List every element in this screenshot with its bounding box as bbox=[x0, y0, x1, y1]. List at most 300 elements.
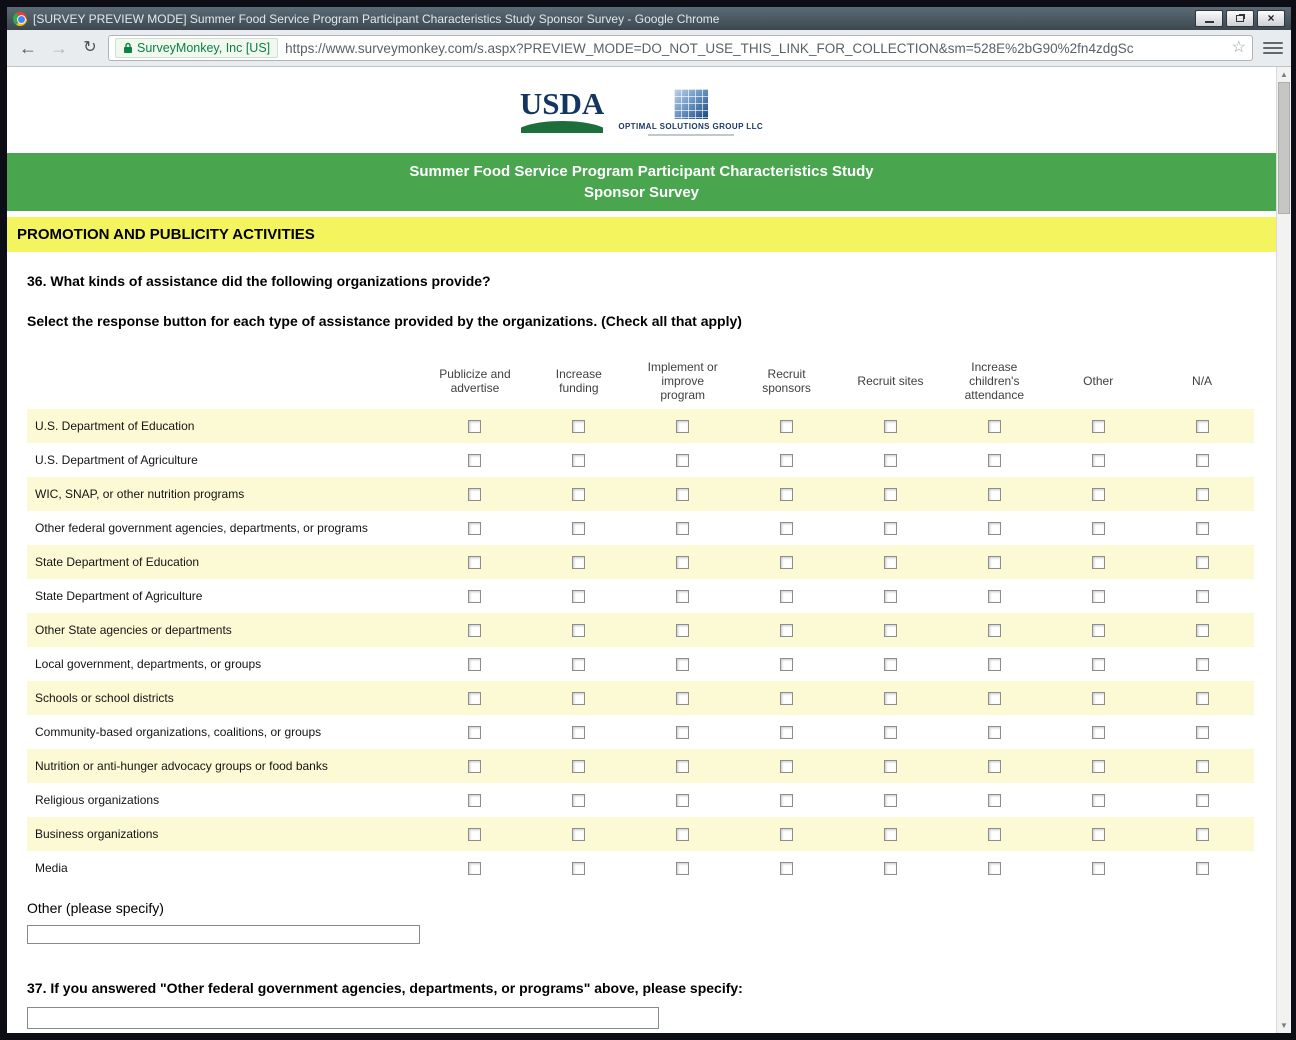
column-header: Recruit sites bbox=[857, 374, 924, 388]
matrix-cell bbox=[942, 454, 1046, 467]
osg-tagline-rule bbox=[648, 134, 734, 136]
row-label: Local government, departments, or groups bbox=[35, 657, 262, 671]
menu-button[interactable] bbox=[1263, 42, 1283, 54]
matrix-cell bbox=[527, 590, 631, 603]
matrix-cell bbox=[1046, 420, 1150, 433]
matrix-cell bbox=[735, 454, 839, 467]
matrix-row bbox=[27, 511, 1254, 545]
osg-logo-mark-icon bbox=[674, 89, 708, 119]
assistance-checkbox[interactable] bbox=[988, 692, 1001, 705]
assistance-checkbox[interactable] bbox=[1092, 556, 1105, 569]
menu-bar-icon bbox=[1263, 47, 1283, 49]
survey-page bbox=[7, 67, 1276, 1033]
matrix-cell bbox=[839, 794, 943, 807]
assistance-checkbox[interactable] bbox=[988, 556, 1001, 569]
matrix-cell bbox=[527, 522, 631, 535]
matrix-cell bbox=[1046, 522, 1150, 535]
matrix-cell bbox=[942, 624, 1046, 637]
matrix-cell bbox=[423, 556, 527, 569]
assistance-checkbox[interactable] bbox=[988, 522, 1001, 535]
matrix-cell bbox=[1046, 692, 1150, 705]
matrix-cell bbox=[631, 794, 735, 807]
assistance-checkbox[interactable] bbox=[884, 692, 897, 705]
assistance-checkbox[interactable] bbox=[988, 590, 1001, 603]
assistance-checkbox[interactable] bbox=[676, 420, 689, 433]
matrix-cell bbox=[527, 658, 631, 671]
matrix-cell bbox=[839, 828, 943, 841]
matrix-cell bbox=[839, 624, 943, 637]
assistance-checkbox[interactable] bbox=[468, 488, 481, 501]
assistance-checkbox[interactable] bbox=[572, 692, 585, 705]
matrix-cell bbox=[1150, 658, 1254, 671]
assistance-checkbox[interactable] bbox=[1196, 624, 1209, 637]
assistance-checkbox[interactable] bbox=[884, 590, 897, 603]
assistance-checkbox[interactable] bbox=[988, 794, 1001, 807]
row-label: Other federal government agencies, departments, or programs bbox=[35, 521, 368, 535]
assistance-matrix bbox=[27, 353, 1254, 885]
matrix-cell bbox=[527, 862, 631, 875]
matrix-cell bbox=[423, 420, 527, 433]
matrix-cell bbox=[735, 794, 839, 807]
assistance-checkbox[interactable] bbox=[1092, 488, 1105, 501]
assistance-checkbox[interactable] bbox=[1092, 726, 1105, 739]
matrix-row bbox=[27, 613, 1254, 647]
row-label: Other State agencies or departments bbox=[35, 623, 232, 637]
matrix-cell bbox=[1150, 760, 1254, 773]
assistance-checkbox[interactable] bbox=[572, 760, 585, 773]
assistance-checkbox[interactable] bbox=[468, 828, 481, 841]
matrix-row bbox=[27, 851, 1254, 885]
matrix-cell bbox=[631, 488, 735, 501]
optimal-solutions-logo bbox=[618, 87, 763, 136]
assistance-checkbox[interactable] bbox=[780, 488, 793, 501]
matrix-cell bbox=[942, 726, 1046, 739]
assistance-checkbox[interactable] bbox=[1092, 658, 1105, 671]
restore-button[interactable] bbox=[1226, 10, 1254, 27]
matrix-header-row bbox=[27, 353, 1254, 409]
matrix-cell bbox=[423, 522, 527, 535]
matrix-cell bbox=[631, 862, 735, 875]
matrix-cell bbox=[1150, 590, 1254, 603]
assistance-checkbox[interactable] bbox=[1196, 420, 1209, 433]
assistance-checkbox[interactable] bbox=[780, 624, 793, 637]
matrix-cell bbox=[631, 590, 735, 603]
matrix-cell bbox=[527, 556, 631, 569]
browser-window bbox=[7, 7, 1291, 1033]
assistance-checkbox[interactable] bbox=[988, 862, 1001, 875]
other-specify-input[interactable] bbox=[27, 925, 420, 944]
assistance-checkbox[interactable] bbox=[676, 862, 689, 875]
matrix-cell bbox=[631, 828, 735, 841]
menu-bar-icon bbox=[1263, 42, 1283, 44]
assistance-checkbox[interactable] bbox=[572, 794, 585, 807]
browser-toolbar bbox=[7, 30, 1291, 67]
matrix-cell bbox=[942, 420, 1046, 433]
assistance-checkbox[interactable] bbox=[572, 624, 585, 637]
assistance-checkbox[interactable] bbox=[1196, 828, 1209, 841]
matrix-cell bbox=[942, 794, 1046, 807]
assistance-checkbox[interactable] bbox=[572, 522, 585, 535]
assistance-checkbox[interactable] bbox=[884, 828, 897, 841]
assistance-checkbox[interactable] bbox=[884, 862, 897, 875]
survey-title-banner bbox=[7, 153, 1276, 211]
assistance-checkbox[interactable] bbox=[988, 488, 1001, 501]
assistance-checkbox[interactable] bbox=[676, 794, 689, 807]
assistance-checkbox[interactable] bbox=[1196, 760, 1209, 773]
matrix-cell bbox=[1046, 794, 1150, 807]
matrix-cell bbox=[735, 760, 839, 773]
column-header: Increase funding bbox=[555, 367, 602, 395]
assistance-checkbox[interactable] bbox=[468, 590, 481, 603]
matrix-cell bbox=[1150, 624, 1254, 637]
matrix-cell bbox=[527, 454, 631, 467]
row-label: U.S. Department of Agriculture bbox=[35, 453, 198, 467]
assistance-checkbox[interactable] bbox=[780, 828, 793, 841]
restore-icon bbox=[1236, 15, 1244, 22]
matrix-row bbox=[27, 477, 1254, 511]
matrix-cell bbox=[527, 794, 631, 807]
matrix-cell bbox=[527, 692, 631, 705]
matrix-row bbox=[27, 443, 1254, 477]
osg-logo-text: OPTIMAL SOLUTIONS GROUP LLC bbox=[618, 121, 764, 131]
assistance-checkbox[interactable] bbox=[780, 522, 793, 535]
assistance-checkbox[interactable] bbox=[1092, 862, 1105, 875]
matrix-cell bbox=[1046, 828, 1150, 841]
assistance-checkbox[interactable] bbox=[1196, 522, 1209, 535]
matrix-row bbox=[27, 409, 1254, 443]
ssl-org-label: SurveyMonkey, Inc [US] bbox=[137, 41, 271, 55]
matrix-cell bbox=[735, 556, 839, 569]
assistance-checkbox[interactable] bbox=[468, 420, 481, 433]
matrix-cell bbox=[1046, 488, 1150, 501]
column-header: Other bbox=[1083, 374, 1114, 388]
assistance-checkbox[interactable] bbox=[572, 726, 585, 739]
matrix-cell bbox=[735, 590, 839, 603]
matrix-cell bbox=[1150, 420, 1254, 433]
browser-viewport bbox=[7, 67, 1291, 1033]
assistance-checkbox[interactable] bbox=[988, 760, 1001, 773]
scroll-up-arrow[interactable]: ▲ bbox=[1280, 70, 1288, 79]
assistance-checkbox[interactable] bbox=[1092, 828, 1105, 841]
assistance-checkbox[interactable] bbox=[988, 658, 1001, 671]
matrix-cell bbox=[527, 488, 631, 501]
matrix-cell bbox=[839, 726, 943, 739]
assistance-checkbox[interactable] bbox=[572, 420, 585, 433]
address-bar[interactable] bbox=[108, 35, 1253, 61]
assistance-checkbox[interactable] bbox=[780, 794, 793, 807]
matrix-cell bbox=[423, 794, 527, 807]
assistance-checkbox[interactable] bbox=[1092, 590, 1105, 603]
lock-icon bbox=[123, 42, 133, 54]
matrix-cell bbox=[423, 624, 527, 637]
assistance-checkbox[interactable] bbox=[884, 420, 897, 433]
matrix-cell bbox=[423, 862, 527, 875]
matrix-cell bbox=[1150, 794, 1254, 807]
matrix-cell bbox=[631, 658, 735, 671]
assistance-checkbox[interactable] bbox=[1092, 794, 1105, 807]
matrix-cell bbox=[631, 556, 735, 569]
assistance-checkbox[interactable] bbox=[884, 658, 897, 671]
window-title: [SURVEY PREVIEW MODE] Summer Food Service Program Participant Characteristics Study Sponsor Survey - Google Chrome bbox=[33, 11, 720, 26]
column-header: Increase children's attendance bbox=[964, 360, 1024, 402]
close-button[interactable] bbox=[1257, 10, 1285, 27]
url-text: https://www.surveymonkey.com/s.aspx?PREVIEW_MODE=DO_NOT_USE_THIS_LINK_FOR_COLLECTION&sm=528E%2bG90%2fn4zdgSc bbox=[285, 40, 1134, 56]
survey-title-line2: Sponsor Survey bbox=[583, 184, 700, 201]
assistance-checkbox[interactable] bbox=[780, 692, 793, 705]
assistance-checkbox[interactable] bbox=[468, 624, 481, 637]
assistance-checkbox[interactable] bbox=[572, 556, 585, 569]
usda-swoosh-icon bbox=[521, 121, 603, 133]
matrix-cell bbox=[1046, 454, 1150, 467]
assistance-checkbox[interactable] bbox=[780, 556, 793, 569]
matrix-cell bbox=[631, 420, 735, 433]
assistance-checkbox[interactable] bbox=[780, 590, 793, 603]
back-button[interactable]: ← bbox=[19, 38, 37, 58]
minimize-icon bbox=[1205, 21, 1214, 23]
matrix-cell bbox=[942, 522, 1046, 535]
matrix-cell bbox=[527, 726, 631, 739]
matrix-cell bbox=[735, 624, 839, 637]
assistance-checkbox[interactable] bbox=[988, 726, 1001, 739]
assistance-checkbox[interactable] bbox=[884, 556, 897, 569]
assistance-checkbox[interactable] bbox=[1196, 692, 1209, 705]
matrix-cell bbox=[423, 726, 527, 739]
matrix-cell bbox=[839, 454, 943, 467]
matrix-cell bbox=[839, 760, 943, 773]
row-label: Schools or school districts bbox=[35, 691, 174, 705]
row-label: WIC, SNAP, or other nutrition programs bbox=[35, 487, 245, 501]
matrix-cell bbox=[735, 726, 839, 739]
assistance-checkbox[interactable] bbox=[1196, 862, 1209, 875]
column-header: Publicize and advertise bbox=[439, 367, 511, 395]
matrix-cell bbox=[1046, 590, 1150, 603]
matrix-row bbox=[27, 579, 1254, 613]
assistance-checkbox[interactable] bbox=[780, 760, 793, 773]
matrix-cell bbox=[735, 862, 839, 875]
assistance-checkbox[interactable] bbox=[676, 556, 689, 569]
assistance-checkbox[interactable] bbox=[468, 794, 481, 807]
assistance-checkbox[interactable] bbox=[1196, 726, 1209, 739]
question36-instruction: Select the response button for each type of assistance provided by the organizations. (Check all that apply) bbox=[27, 313, 742, 329]
assistance-checkbox[interactable] bbox=[884, 522, 897, 535]
matrix-body bbox=[27, 409, 1254, 885]
assistance-checkbox[interactable] bbox=[676, 488, 689, 501]
assistance-checkbox[interactable] bbox=[1196, 488, 1209, 501]
assistance-checkbox[interactable] bbox=[468, 862, 481, 875]
assistance-checkbox[interactable] bbox=[676, 828, 689, 841]
row-label: Religious organizations bbox=[35, 793, 160, 807]
assistance-checkbox[interactable] bbox=[676, 692, 689, 705]
matrix-cell bbox=[942, 692, 1046, 705]
assistance-checkbox[interactable] bbox=[884, 454, 897, 467]
assistance-checkbox[interactable] bbox=[1196, 590, 1209, 603]
assistance-checkbox[interactable] bbox=[1092, 624, 1105, 637]
matrix-cell bbox=[839, 658, 943, 671]
assistance-checkbox[interactable] bbox=[884, 726, 897, 739]
usda-logo bbox=[519, 86, 605, 133]
ssl-badge[interactable] bbox=[115, 38, 278, 58]
matrix-cell bbox=[527, 420, 631, 433]
matrix-cell bbox=[735, 692, 839, 705]
matrix-cell bbox=[839, 692, 943, 705]
matrix-cell bbox=[839, 590, 943, 603]
forward-button[interactable]: → bbox=[50, 38, 68, 58]
assistance-checkbox[interactable] bbox=[676, 590, 689, 603]
question36-title: 36. What kinds of assistance did the following organizations provide? bbox=[27, 273, 491, 289]
assistance-checkbox[interactable] bbox=[988, 624, 1001, 637]
assistance-checkbox[interactable] bbox=[884, 794, 897, 807]
assistance-checkbox[interactable] bbox=[468, 726, 481, 739]
survey-title-line1: Summer Food Service Program Participant Characteristics Study bbox=[409, 163, 874, 180]
assistance-checkbox[interactable] bbox=[676, 522, 689, 535]
assistance-checkbox[interactable] bbox=[780, 454, 793, 467]
reload-button[interactable]: ↻ bbox=[83, 39, 97, 56]
matrix-cell bbox=[1150, 692, 1254, 705]
matrix-cell bbox=[423, 590, 527, 603]
assistance-checkbox[interactable] bbox=[884, 624, 897, 637]
matrix-cell bbox=[1150, 488, 1254, 501]
column-header: Recruit sponsors bbox=[762, 367, 811, 395]
matrix-cell bbox=[423, 692, 527, 705]
matrix-cell bbox=[735, 522, 839, 535]
matrix-cell bbox=[423, 454, 527, 467]
matrix-cell bbox=[1150, 726, 1254, 739]
matrix-cell bbox=[1046, 726, 1150, 739]
matrix-cell bbox=[527, 828, 631, 841]
assistance-checkbox[interactable] bbox=[1092, 692, 1105, 705]
assistance-checkbox[interactable] bbox=[1196, 658, 1209, 671]
close-icon: × bbox=[1267, 11, 1275, 25]
matrix-row bbox=[27, 681, 1254, 715]
matrix-cell bbox=[423, 658, 527, 671]
row-label: U.S. Department of Education bbox=[35, 419, 195, 433]
assistance-checkbox[interactable] bbox=[572, 454, 585, 467]
matrix-cell bbox=[1046, 760, 1150, 773]
assistance-checkbox[interactable] bbox=[468, 522, 481, 535]
matrix-cell bbox=[839, 420, 943, 433]
matrix-cell bbox=[942, 658, 1046, 671]
row-label: Nutrition or anti-hunger advocacy groups or food banks bbox=[35, 759, 328, 773]
assistance-checkbox[interactable] bbox=[676, 726, 689, 739]
assistance-checkbox[interactable] bbox=[1092, 522, 1105, 535]
matrix-cell bbox=[942, 862, 1046, 875]
row-label: Community-based organizations, coalitions, or groups bbox=[35, 725, 322, 739]
matrix-cell bbox=[735, 488, 839, 501]
matrix-cell bbox=[735, 658, 839, 671]
row-label: Business organizations bbox=[35, 827, 159, 841]
section-header: PROMOTION AND PUBLICITY ACTIVITIES bbox=[7, 217, 1276, 252]
assistance-checkbox[interactable] bbox=[572, 488, 585, 501]
matrix-cell bbox=[423, 488, 527, 501]
assistance-checkbox[interactable] bbox=[676, 454, 689, 467]
window-titlebar[interactable] bbox=[7, 7, 1291, 30]
assistance-checkbox[interactable] bbox=[1092, 420, 1105, 433]
matrix-cell bbox=[1046, 658, 1150, 671]
assistance-checkbox[interactable] bbox=[884, 488, 897, 501]
assistance-checkbox[interactable] bbox=[676, 760, 689, 773]
assistance-checkbox[interactable] bbox=[676, 658, 689, 671]
question37-input[interactable] bbox=[27, 1007, 659, 1029]
assistance-checkbox[interactable] bbox=[988, 828, 1001, 841]
matrix-cell bbox=[942, 828, 1046, 841]
assistance-checkbox[interactable] bbox=[1092, 454, 1105, 467]
row-label: State Department of Agriculture bbox=[35, 589, 203, 603]
matrix-cell bbox=[735, 420, 839, 433]
assistance-checkbox[interactable] bbox=[1196, 556, 1209, 569]
logo-header bbox=[7, 67, 1276, 147]
row-label: State Department of Education bbox=[35, 555, 200, 569]
window-controls bbox=[1195, 10, 1285, 27]
matrix-cell bbox=[527, 760, 631, 773]
assistance-checkbox[interactable] bbox=[468, 760, 481, 773]
scroll-down-arrow[interactable]: ▼ bbox=[1280, 1021, 1288, 1030]
column-header: N/A bbox=[1192, 374, 1213, 388]
assistance-checkbox[interactable] bbox=[676, 624, 689, 637]
matrix-cell bbox=[839, 862, 943, 875]
vertical-scrollbar[interactable] bbox=[1276, 67, 1291, 1033]
matrix-row bbox=[27, 647, 1254, 681]
bookmark-star-icon[interactable]: ☆ bbox=[1231, 39, 1246, 56]
chrome-icon bbox=[13, 12, 27, 26]
matrix-cell bbox=[1150, 454, 1254, 467]
matrix-row bbox=[27, 783, 1254, 817]
matrix-cell bbox=[423, 828, 527, 841]
column-header: Implement or improve program bbox=[647, 360, 718, 402]
other-specify-label: Other (please specify) bbox=[27, 900, 164, 916]
assistance-checkbox[interactable] bbox=[572, 658, 585, 671]
matrix-row bbox=[27, 715, 1254, 749]
assistance-checkbox[interactable] bbox=[468, 556, 481, 569]
assistance-checkbox[interactable] bbox=[1092, 760, 1105, 773]
assistance-checkbox[interactable] bbox=[572, 828, 585, 841]
scrollbar-thumb[interactable] bbox=[1278, 82, 1290, 214]
assistance-checkbox[interactable] bbox=[1196, 454, 1209, 467]
usda-logo-text: USDA bbox=[519, 86, 605, 121]
assistance-checkbox[interactable] bbox=[1196, 794, 1209, 807]
row-label: Media bbox=[35, 861, 68, 875]
matrix-row bbox=[27, 545, 1254, 579]
matrix-cell bbox=[942, 760, 1046, 773]
matrix-cell bbox=[631, 624, 735, 637]
matrix-cell bbox=[735, 828, 839, 841]
minimize-button[interactable] bbox=[1195, 10, 1223, 27]
matrix-cell bbox=[631, 760, 735, 773]
matrix-row bbox=[27, 817, 1254, 851]
matrix-cell bbox=[631, 454, 735, 467]
matrix-cell bbox=[839, 488, 943, 501]
assistance-checkbox[interactable] bbox=[988, 454, 1001, 467]
matrix-cell bbox=[1046, 624, 1150, 637]
assistance-checkbox[interactable] bbox=[988, 420, 1001, 433]
assistance-checkbox[interactable] bbox=[884, 760, 897, 773]
matrix-cell bbox=[1150, 556, 1254, 569]
matrix-cell bbox=[631, 726, 735, 739]
matrix-cell bbox=[527, 624, 631, 637]
assistance-checkbox[interactable] bbox=[468, 692, 481, 705]
matrix-row bbox=[27, 749, 1254, 783]
assistance-checkbox[interactable] bbox=[780, 726, 793, 739]
matrix-cell bbox=[942, 556, 1046, 569]
assistance-checkbox[interactable] bbox=[572, 590, 585, 603]
assistance-checkbox[interactable] bbox=[572, 862, 585, 875]
assistance-checkbox[interactable] bbox=[468, 658, 481, 671]
assistance-checkbox[interactable] bbox=[780, 420, 793, 433]
matrix-cell bbox=[839, 556, 943, 569]
assistance-checkbox[interactable] bbox=[780, 862, 793, 875]
assistance-checkbox[interactable] bbox=[468, 454, 481, 467]
matrix-cell bbox=[942, 590, 1046, 603]
assistance-checkbox[interactable] bbox=[780, 658, 793, 671]
